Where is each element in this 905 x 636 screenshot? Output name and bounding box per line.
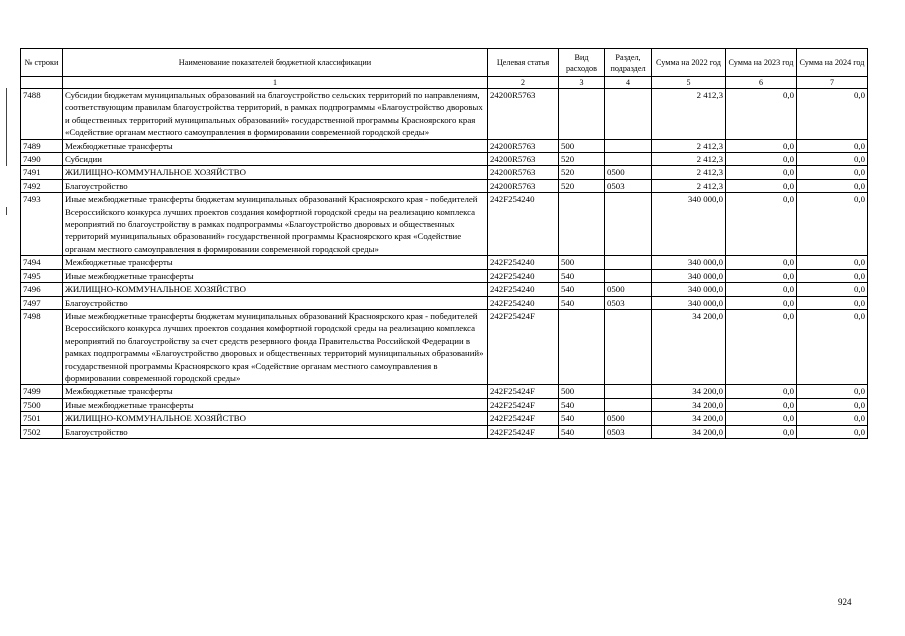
row-number: 7500	[21, 398, 63, 411]
row-sum-2024: 0,0	[797, 179, 868, 192]
row-sum-2024: 0,0	[797, 425, 868, 438]
row-number: 7494	[21, 256, 63, 269]
row-sum-2023: 0,0	[726, 166, 797, 179]
row-article: 242F25424F	[488, 425, 559, 438]
row-sum-2023: 0,0	[726, 179, 797, 192]
row-number: 7499	[21, 385, 63, 398]
margin-mark	[6, 207, 7, 215]
column-number: 4	[605, 77, 652, 89]
row-sum-2023: 0,0	[726, 309, 797, 384]
row-type: 500	[559, 139, 605, 152]
row-sum-2023: 0,0	[726, 398, 797, 411]
row-sum-2023: 0,0	[726, 296, 797, 309]
row-number: 7501	[21, 412, 63, 425]
row-sum-2024: 0,0	[797, 296, 868, 309]
row-section	[605, 89, 652, 140]
row-number: 7491	[21, 166, 63, 179]
row-sum-2023: 0,0	[726, 139, 797, 152]
row-article: 24200R5763	[488, 139, 559, 152]
row-sum-2022: 34 200,0	[652, 385, 726, 398]
row-sum-2024: 0,0	[797, 89, 868, 140]
table-row	[21, 425, 868, 438]
row-name: Иные межбюджетные трансферты	[63, 398, 488, 411]
row-sum-2022: 2 412,3	[652, 89, 726, 140]
row-sum-2022: 340 000,0	[652, 283, 726, 296]
row-type: 540	[559, 398, 605, 411]
row-type: 500	[559, 385, 605, 398]
row-section	[605, 385, 652, 398]
row-article: 242F254240	[488, 296, 559, 309]
row-type	[559, 193, 605, 256]
row-sum-2023: 0,0	[726, 193, 797, 256]
column-number: 3	[559, 77, 605, 89]
table-row	[21, 256, 868, 269]
row-sum-2022: 2 412,3	[652, 139, 726, 152]
table-row	[21, 398, 868, 411]
row-type: 520	[559, 153, 605, 166]
row-type: 540	[559, 412, 605, 425]
row-type: 520	[559, 166, 605, 179]
row-sum-2023: 0,0	[726, 269, 797, 282]
row-type: 540	[559, 283, 605, 296]
table-row	[21, 166, 868, 179]
page-number: 924	[838, 597, 852, 607]
row-section	[605, 153, 652, 166]
row-number: 7493	[21, 193, 63, 256]
row-article: 242F25424F	[488, 309, 559, 384]
row-sum-2022: 2 412,3	[652, 153, 726, 166]
table-row	[21, 283, 868, 296]
row-sum-2023: 0,0	[726, 153, 797, 166]
row-sum-2022: 34 200,0	[652, 398, 726, 411]
row-article: 242F254240	[488, 193, 559, 256]
margin-mark	[6, 88, 7, 166]
row-name: Межбюджетные трансферты	[63, 139, 488, 152]
table-row	[21, 269, 868, 282]
row-sum-2024: 0,0	[797, 412, 868, 425]
header-article: Целевая статья	[488, 49, 559, 77]
header-sum-2022: Сумма на 2022 год	[652, 49, 726, 77]
row-section: 0500	[605, 412, 652, 425]
row-sum-2024: 0,0	[797, 385, 868, 398]
row-article: 24200R5763	[488, 166, 559, 179]
column-number: 6	[726, 77, 797, 89]
row-article: 24200R5763	[488, 179, 559, 192]
row-article: 242F254240	[488, 256, 559, 269]
budget-table	[20, 48, 868, 439]
row-number: 7489	[21, 139, 63, 152]
row-type: 540	[559, 425, 605, 438]
table-row	[21, 153, 868, 166]
table-header	[21, 49, 868, 89]
row-sum-2022: 34 200,0	[652, 412, 726, 425]
row-sum-2022: 340 000,0	[652, 193, 726, 256]
row-section	[605, 309, 652, 384]
table-row	[21, 89, 868, 140]
row-sum-2024: 0,0	[797, 153, 868, 166]
row-section: 0500	[605, 166, 652, 179]
row-article: 242F25424F	[488, 385, 559, 398]
row-article: 24200R5763	[488, 89, 559, 140]
row-sum-2024: 0,0	[797, 398, 868, 411]
row-article: 24200R5763	[488, 153, 559, 166]
row-sum-2024: 0,0	[797, 193, 868, 256]
row-name: Иные межбюджетные трансферты бюджетам муниципальных образований Красноярского края - победителей Всероссийского конкурса лучших проектов создания комфортной городской среды на реализацию комплекса мероприятий по благоустройству за счет средств резервного фонда Правительства Российской Федерации в рамках подпрограммы «Благоустройство дворовых и общественных территорий муниципальных образований» государственной программы Красноярского края «Содействие органам местного самоуправления в формировании современной городской среды»	[63, 309, 488, 384]
row-sum-2023: 0,0	[726, 89, 797, 140]
row-name: ЖИЛИЩНО-КОММУНАЛЬНОЕ ХОЗЯЙСТВО	[63, 412, 488, 425]
table-row	[21, 193, 868, 256]
table-row	[21, 296, 868, 309]
row-name: Благоустройство	[63, 179, 488, 192]
row-section: 0503	[605, 296, 652, 309]
row-sum-2024: 0,0	[797, 309, 868, 384]
header-row-no: № строки	[21, 49, 63, 77]
row-section: 0503	[605, 179, 652, 192]
column-number: 2	[488, 77, 559, 89]
row-sum-2024: 0,0	[797, 269, 868, 282]
header-section: Раздел, подраздел	[605, 49, 652, 77]
row-name: Иные межбюджетные трансферты	[63, 269, 488, 282]
row-sum-2022: 34 200,0	[652, 309, 726, 384]
column-number: 1	[63, 77, 488, 89]
row-sum-2024: 0,0	[797, 256, 868, 269]
table-body	[21, 89, 868, 439]
row-sum-2022: 2 412,3	[652, 166, 726, 179]
row-sum-2023: 0,0	[726, 425, 797, 438]
row-article: 242F254240	[488, 269, 559, 282]
row-name: Субсидии	[63, 153, 488, 166]
row-name: Межбюджетные трансферты	[63, 256, 488, 269]
column-number	[21, 77, 63, 89]
table-row	[21, 309, 868, 384]
row-sum-2023: 0,0	[726, 283, 797, 296]
table-row	[21, 385, 868, 398]
row-sum-2022: 340 000,0	[652, 296, 726, 309]
row-number: 7502	[21, 425, 63, 438]
row-type: 540	[559, 269, 605, 282]
table-row	[21, 412, 868, 425]
row-type: 500	[559, 256, 605, 269]
row-section	[605, 139, 652, 152]
header-sum-2023: Сумма на 2023 год	[726, 49, 797, 77]
row-sum-2022: 2 412,3	[652, 179, 726, 192]
row-sum-2024: 0,0	[797, 139, 868, 152]
row-type	[559, 309, 605, 384]
table-row	[21, 139, 868, 152]
row-number: 7495	[21, 269, 63, 282]
header-type: Вид расходов	[559, 49, 605, 77]
row-number: 7497	[21, 296, 63, 309]
row-section	[605, 256, 652, 269]
header-name: Наименование показателей бюджетной классификации	[63, 49, 488, 77]
row-number: 7490	[21, 153, 63, 166]
row-name: Субсидии бюджетам муниципальных образований на благоустройство сельских территорий по направлениям, соответствующим правилам благоустройства территорий, в рамках подпрограммы «Благоустройство дворовых и общественных территорий муниципальных образований» государственной программы Красноярского края «Содействие органам местного самоуправления в формировании современной городской среды»	[63, 89, 488, 140]
row-sum-2024: 0,0	[797, 283, 868, 296]
row-name: Межбюджетные трансферты	[63, 385, 488, 398]
row-type: 540	[559, 296, 605, 309]
row-section	[605, 398, 652, 411]
row-number: 7492	[21, 179, 63, 192]
row-sum-2023: 0,0	[726, 385, 797, 398]
row-name: Иные межбюджетные трансферты бюджетам муниципальных образований Красноярского края - победителей Всероссийского конкурса лучших проектов создания комфортной городской среды на реализацию комплекса мероприятий по благоустройству в рамках подпрограммы «Благоустройство дворовых и общественных территорий муниципальных образований» государственной программы Красноярского края «Содействие органам местного самоуправления в формировании современной городской среды»	[63, 193, 488, 256]
row-sum-2022: 340 000,0	[652, 256, 726, 269]
row-type	[559, 89, 605, 140]
row-article: 242F25424F	[488, 398, 559, 411]
row-type: 520	[559, 179, 605, 192]
row-sum-2024: 0,0	[797, 166, 868, 179]
row-name: ЖИЛИЩНО-КОММУНАЛЬНОЕ ХОЗЯЙСТВО	[63, 283, 488, 296]
table-row	[21, 179, 868, 192]
row-section: 0503	[605, 425, 652, 438]
header-sum-2024: Сумма на 2024 год	[797, 49, 868, 77]
row-article: 242F25424F	[488, 412, 559, 425]
row-number: 7488	[21, 89, 63, 140]
row-name: Благоустройство	[63, 296, 488, 309]
row-sum-2023: 0,0	[726, 412, 797, 425]
row-name: ЖИЛИЩНО-КОММУНАЛЬНОЕ ХОЗЯЙСТВО	[63, 166, 488, 179]
row-number: 7498	[21, 309, 63, 384]
row-article: 242F254240	[488, 283, 559, 296]
row-name: Благоустройство	[63, 425, 488, 438]
row-sum-2022: 34 200,0	[652, 425, 726, 438]
row-number: 7496	[21, 283, 63, 296]
row-sum-2023: 0,0	[726, 256, 797, 269]
column-number: 5	[652, 77, 726, 89]
row-section	[605, 269, 652, 282]
column-number: 7	[797, 77, 868, 89]
row-section: 0500	[605, 283, 652, 296]
row-sum-2022: 340 000,0	[652, 269, 726, 282]
row-section	[605, 193, 652, 256]
